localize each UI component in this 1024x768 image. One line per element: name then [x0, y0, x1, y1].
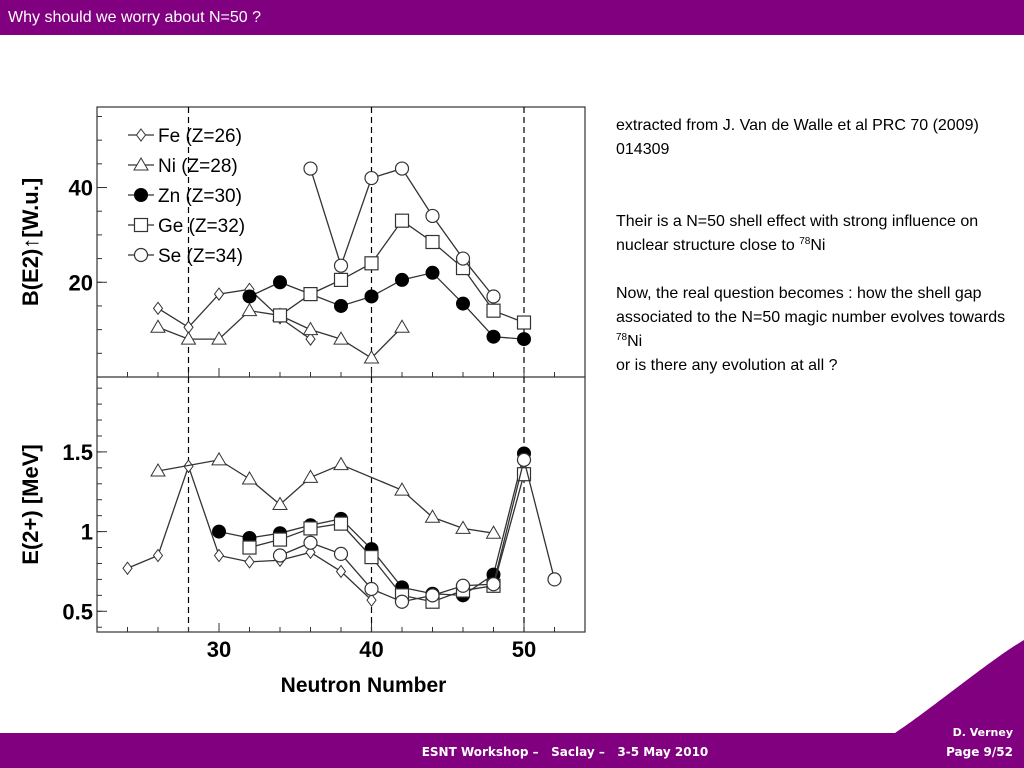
para2-sup: 78	[616, 332, 628, 343]
data-point-bottom-se-n38	[335, 547, 348, 560]
footer-page-number: Page 9/52	[946, 745, 1013, 759]
data-point-top-zn-n42	[396, 273, 409, 286]
data-point-bottom-ni-n42	[395, 483, 409, 495]
data-point-top-ni-n36	[304, 323, 318, 335]
data-point-top-se-n38	[335, 259, 348, 272]
data-point-top-se-n48	[487, 290, 500, 303]
y-axis-label-top: B(E2)↑[W.u.]	[18, 177, 43, 307]
data-point-top-ge-n48	[487, 304, 500, 317]
series-line-bottom-se	[280, 460, 555, 602]
data-point-top-se-n44	[426, 209, 439, 222]
data-point-bottom-ge-n32	[243, 541, 256, 554]
data-point-top-ni-n26	[151, 320, 165, 332]
legend-marker-ni	[134, 158, 148, 170]
data-point-bottom-se-n46	[457, 579, 470, 592]
legend-label-zn: Zn (Z=30)	[158, 186, 242, 207]
slide-title-bar	[0, 0, 1024, 35]
data-point-bottom-ge-n34	[274, 533, 287, 546]
data-point-bottom-ni-n30	[212, 453, 226, 465]
data-point-bottom-ni-n32	[243, 472, 257, 484]
legend-marker-zn	[135, 189, 148, 202]
para2-text: Now, the real question becomes : how the shell gap associated to the N=50 magic number evolves towards	[616, 285, 1006, 326]
series-line-bottom-zn	[219, 454, 524, 596]
data-point-bottom-se-n48	[487, 578, 500, 591]
data-point-bottom-fe-n24	[123, 562, 132, 574]
data-point-top-ge-n44	[426, 236, 439, 249]
x-tick-label-30: 30	[206, 637, 232, 662]
slide-title: Why should we worry about N=50 ?	[8, 9, 262, 26]
nuclear-chart-figure	[0, 95, 600, 715]
source-citation: extracted from J. Van de Walle et al PRC 70 (2009) 014309	[616, 117, 979, 158]
paragraph-shell-effect	[616, 210, 1011, 258]
legend-label-ni: Ni (Z=28)	[158, 156, 238, 177]
nuclear-chart	[0, 95, 600, 715]
data-point-top-ni-n28	[182, 332, 196, 344]
legend-label-se: Se (Z=34)	[158, 246, 244, 267]
y-tick-label-40: 40	[68, 175, 93, 201]
legend-label-ge: Ge (Z=32)	[158, 216, 246, 237]
data-point-bottom-fe-n38	[337, 565, 346, 577]
para2-end: Ni	[627, 333, 643, 350]
data-point-bottom-se-n50	[518, 453, 531, 466]
data-point-top-se-n40	[365, 172, 378, 185]
x-tick-label-50: 50	[511, 637, 537, 662]
legend-marker-fe	[137, 129, 146, 141]
x-axis-label: Neutron Number	[280, 674, 447, 697]
data-point-top-fe-n26	[154, 302, 163, 314]
data-point-top-ge-n34	[274, 309, 287, 322]
para1-end: Ni	[810, 237, 826, 254]
data-point-top-zn-n46	[457, 297, 470, 310]
data-point-bottom-ni-n36	[304, 470, 318, 482]
notes-panel	[616, 114, 1011, 378]
paragraph-evolution: or is there any evolution at all ?	[616, 357, 838, 374]
data-point-bottom-ni-n46	[456, 521, 470, 533]
para1-text: Their is a N=50 shell effect with strong influence on nuclear structure close to	[616, 213, 979, 254]
data-point-top-zn-n32	[243, 290, 256, 303]
data-point-bottom-zn-n30	[213, 525, 226, 538]
legend-marker-ge	[135, 219, 148, 232]
data-point-bottom-se-n40	[365, 582, 378, 595]
data-point-top-se-n36	[304, 162, 317, 175]
data-point-top-ge-n50	[518, 316, 531, 329]
paragraph-question	[616, 282, 1011, 354]
y-tick-label-20: 20	[68, 270, 93, 296]
y-tick-label-1: 1	[80, 519, 93, 545]
data-point-bottom-fe-n32	[245, 556, 254, 568]
data-point-top-ni-n42	[395, 320, 409, 332]
footer-author: D. Verney	[952, 726, 1013, 739]
y-tick-label-1.5: 1.5	[62, 439, 93, 465]
data-point-top-ni-n32	[243, 304, 257, 316]
data-point-bottom-fe-n26	[154, 550, 163, 562]
data-point-bottom-se-n52	[548, 573, 561, 586]
data-point-bottom-ge-n36	[304, 522, 317, 535]
x-tick-label-40: 40	[359, 637, 384, 662]
data-point-top-zn-n44	[426, 266, 439, 279]
data-point-top-ge-n38	[335, 273, 348, 286]
data-point-bottom-se-n44	[426, 589, 439, 602]
data-point-bottom-se-n36	[304, 536, 317, 549]
data-point-bottom-ge-n40	[365, 551, 378, 564]
data-point-top-zn-n48	[487, 330, 500, 343]
corner-decoration	[895, 640, 1024, 733]
data-point-top-ge-n40	[365, 257, 378, 270]
y-tick-label-0.5: 0.5	[62, 599, 93, 625]
data-point-bottom-se-n42	[396, 595, 409, 608]
data-point-bottom-se-n34	[274, 549, 287, 562]
data-point-top-se-n46	[457, 252, 470, 265]
legend-label-fe: Fe (Z=26)	[158, 126, 242, 147]
footer-conference: ESNT Workshop – Saclay – 3-5 May 2010	[421, 745, 709, 759]
data-point-top-ge-n36	[304, 288, 317, 301]
data-point-top-zn-n40	[365, 290, 378, 303]
series-line-top-fe	[158, 289, 311, 339]
data-point-top-zn-n38	[335, 299, 348, 312]
y-axis-label-bottom: E(2+) [MeV]	[18, 444, 43, 565]
data-point-top-zn-n50	[518, 333, 531, 346]
data-point-top-se-n42	[396, 162, 409, 175]
legend-marker-se	[135, 249, 148, 262]
data-point-bottom-ge-n38	[335, 517, 348, 530]
para1-sup: 78	[799, 236, 811, 247]
data-point-bottom-ni-n38	[334, 458, 348, 470]
data-point-top-ge-n42	[396, 214, 409, 227]
data-point-top-zn-n34	[274, 276, 287, 289]
data-point-bottom-fe-n30	[215, 550, 224, 562]
